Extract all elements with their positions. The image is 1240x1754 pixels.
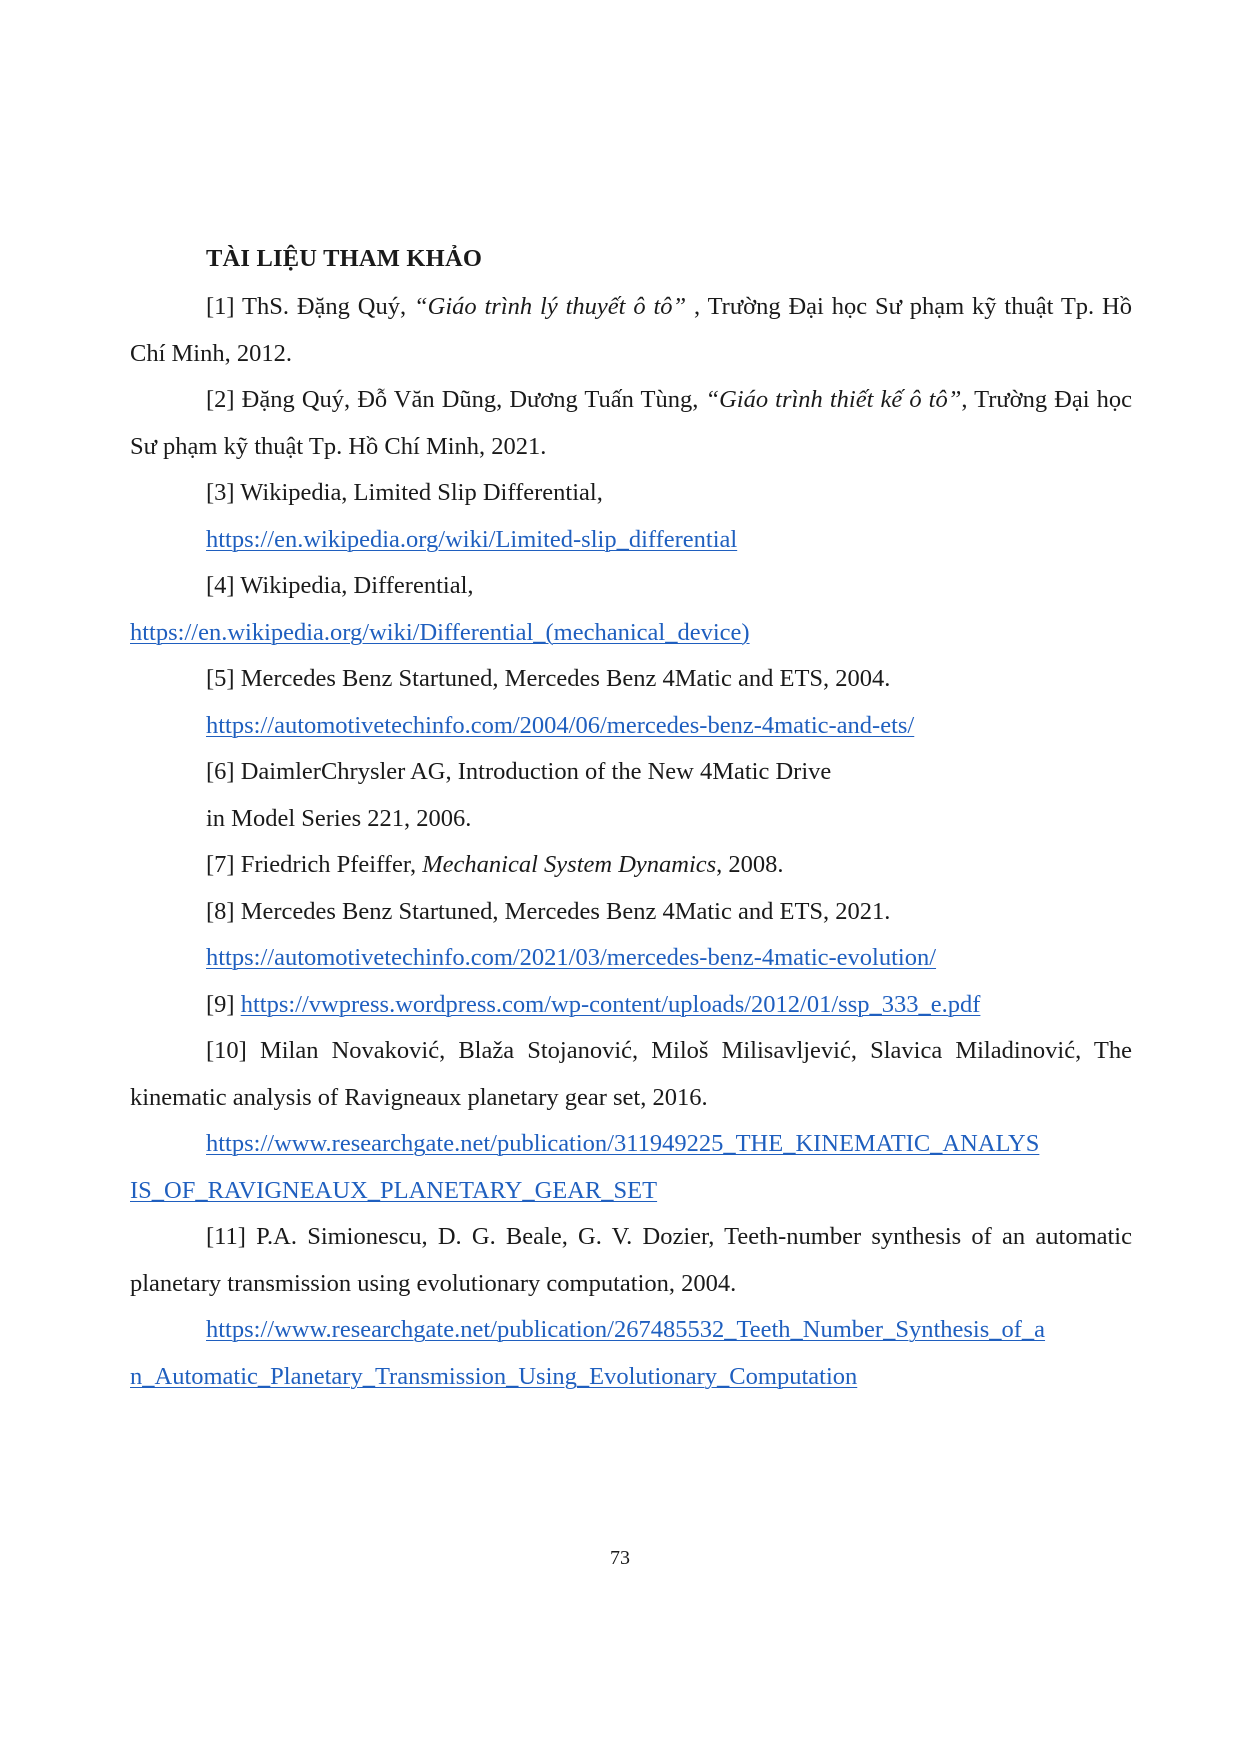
- page-number: 73: [610, 1547, 630, 1569]
- reference-7-authors: [7] Friedrich Pfeiffer,: [206, 851, 423, 878]
- reference-4-text: [4] Wikipedia, Differential,: [206, 572, 474, 599]
- reference-1-number: [1]: [206, 293, 235, 320]
- reference-7-year: , 2008.: [716, 851, 784, 878]
- reference-9-number: [9]: [206, 990, 241, 1018]
- reference-8-link-line: [130, 935, 1132, 982]
- reference-list: [130, 284, 1132, 1400]
- reference-7-title: Mechanical System Dynamics: [422, 851, 717, 878]
- reference-10-link-line-2: [130, 1168, 1132, 1215]
- reference-10-link-line-1: [130, 1121, 1132, 1168]
- reference-8-link[interactable]: https://automotivetechinfo.com/2021/03/mercedes-benz-4matic-evolution/: [206, 944, 937, 971]
- reference-4-link-line: [130, 610, 1132, 657]
- reference-3-text: [3] Wikipedia, Limited Slip Differential,: [206, 479, 603, 506]
- reference-11-link-line-2: [130, 1354, 1132, 1401]
- reference-2-number: [2]: [206, 386, 235, 413]
- reference-9-link[interactable]: https://vwpress.wordpress.com/wp-content/uploads/2012/01/ssp_333_e.pdf: [240, 990, 981, 1018]
- reference-2-title: “Giáo trình thiết kế ô tô”: [705, 386, 962, 413]
- reference-2-authors: Đặng Quý, Đỗ Văn Dũng, Dương Tuấn Tùng,: [241, 386, 706, 413]
- reference-11-link-line-1: [130, 1307, 1132, 1354]
- reference-2: [130, 377, 1132, 470]
- reference-10-link-part-1[interactable]: https://www.researchgate.net/publication/311949225_THE_KINEMATIC_ANALYS: [206, 1130, 1040, 1157]
- reference-8-text: [8] Mercedes Benz Startuned, Mercedes Benz 4Matic and ETS, 2021.: [206, 897, 891, 925]
- reference-5-link-line: [130, 703, 1132, 750]
- reference-1: [130, 284, 1132, 377]
- reference-2-publisher: , Trường Đại học Sư phạm kỹ thuật Tp. Hồ Chí Minh, 2021.: [130, 386, 1133, 460]
- reference-3-link-line: [130, 517, 1132, 564]
- reference-1-title: “Giáo trình lý thuyết ô tô”: [414, 293, 687, 320]
- reference-1-publisher: , Trường Đại học Sư phạm kỹ thuật Tp. Hồ Chí Minh, 2012.: [130, 293, 1133, 367]
- reference-5-text: [5] Mercedes Benz Startuned, Mercedes Benz 4Matic and ETS, 2004.: [206, 665, 891, 692]
- reference-6-line-2: in Model Series 221, 2006.: [206, 804, 472, 832]
- reference-4-link[interactable]: https://en.wikipedia.org/wiki/Differential_(mechanical_device): [130, 618, 750, 646]
- reference-6-line-1: [6] DaimlerChrysler AG, Introduction of the New 4Matic Drive: [206, 758, 832, 785]
- reference-10-link-part-2[interactable]: IS_OF_RAVIGNEAUX_PLANETARY_GEAR_SET: [130, 1176, 658, 1204]
- reference-11-link-part-1[interactable]: https://www.researchgate.net/publication/267485532_Teeth_Number_Synthesis_of_a: [206, 1316, 1046, 1343]
- reference-7: [130, 842, 1132, 889]
- reference-5-link[interactable]: https://automotivetechinfo.com/2004/06/mercedes-benz-4matic-and-ets/: [206, 711, 915, 739]
- reference-3-link[interactable]: https://en.wikipedia.org/wiki/Limited-slip_differential: [206, 525, 738, 553]
- references-heading: TÀI LIỆU THAM KHẢO: [206, 245, 483, 272]
- reference-11-link-part-2[interactable]: n_Automatic_Planetary_Transmission_Using_Evolutionary_Computation: [130, 1362, 858, 1390]
- reference-11-text: [11] P.A. Simionescu, D. G. Beale, G. V. Dozier, Teeth-number synthesis of an automatic planetary transmission using evolutionary computation, 2004.: [130, 1223, 1132, 1297]
- reference-10-text: [10] Milan Novaković, Blaža Stojanović, Miloš Milisavljević, Slavica Miladinović, The kinematic analysis of Ravigneaux planetary gear set, 2016.: [130, 1037, 1132, 1111]
- reference-9: [130, 982, 1132, 1029]
- reference-1-authors: ThS. Đặng Quý,: [242, 293, 414, 320]
